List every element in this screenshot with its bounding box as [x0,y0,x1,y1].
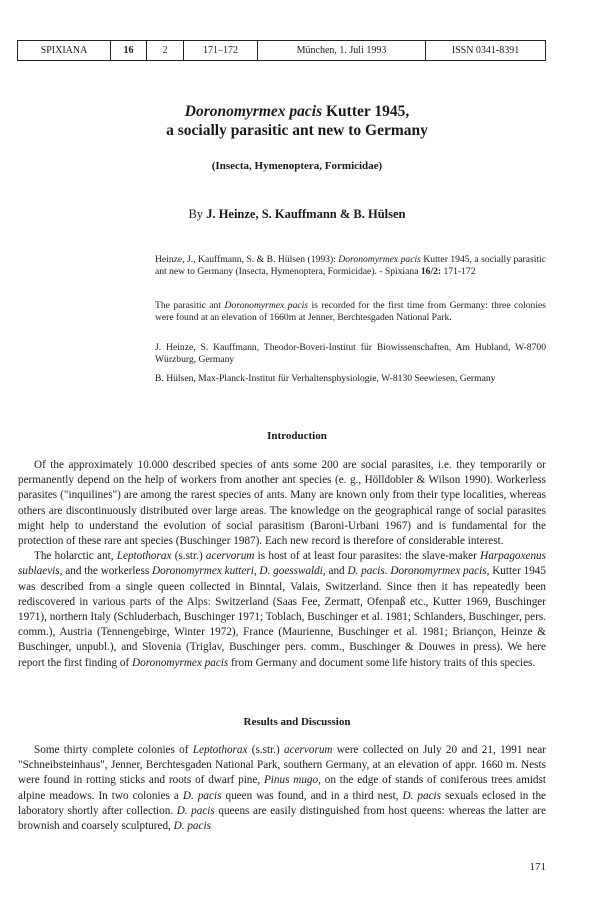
journal-header [17,40,546,61]
issn: ISSN 0341-8391 [451,45,520,56]
citation [155,254,546,279]
citation-text: Kutter 1945, a socially parasitic ant new to Germany (Insecta, Hymenoptera, Formicidae). - Spixiana [155,254,546,278]
place-date: München, 1. Juli 1993 [258,41,426,60]
species-name: D. pacis [176,804,215,817]
page-range: 171–172 [184,41,258,60]
author-address-2: B. Hülsen, Max-Planck-Institut für Verhaltensphysiologie, W-8130 Seewiesen, Germany [155,373,496,384]
title-line-1 [0,102,594,121]
citation-text: Heinze, J., Kauffmann, S. & B. Hülsen (1993): [155,254,339,265]
author-line [0,207,594,222]
summary-text: The parasitic ant [155,300,225,311]
text-run: , and the workerless [59,565,152,578]
text-run: (s.str.) [171,550,206,563]
species-name: Doronomyrmex kutteri, D. goesswaldi [152,565,323,578]
citation-volume: 16/2: [420,266,442,278]
summary [155,300,546,325]
introduction-heading: Introduction [267,430,327,442]
results-heading: Results and Discussion [243,716,351,728]
species-name: D. pacis [173,820,211,833]
summary-text: is recorded for the first time from Germany: three colonies were found at an elevation of 1660m at Jenner, Berchtesgaden National Park. [155,300,546,324]
title-species: Doronomyrmex pacis [184,103,323,120]
species-name: Harpagoxenus sublaevis [18,550,546,578]
author-address-1: J. Heinze, S. Kauffmann, Theodor-Boveri-Institut für Biowissenschaften, Am Hubland, W-8700 Würzburg, Germany [155,342,546,366]
species-name: Doronomyrmex pacis [132,656,229,669]
text-run: from Germany and document some life history traits of this species. [228,656,536,669]
species-name: Pinus mugo [263,774,319,787]
species-name: D. pacis [182,789,222,802]
journal-name: SPIXIANA [18,41,111,60]
issue-number: 2 [147,41,184,60]
author-by: By [188,207,207,221]
text-run: Some thirty complete colonies of [34,744,193,756]
paragraph [18,743,546,834]
text-run: The holarctic ant, [34,550,117,563]
results-body [18,743,546,834]
species-name: acervorum [284,744,333,756]
volume-number: 16 [111,41,147,60]
species-name: acervorum [205,550,255,563]
species-name: D. pacis [402,789,442,802]
author-names: J. Heinze, S. Kauffmann & B. Hülsen [206,207,406,221]
text-run: , on the edge of stands of coniferous trees amidst alpine meadows. In two colonies a [18,774,546,802]
species-name: Leptothorax [116,550,172,563]
text-run: queen was found, and in a third nest, [221,789,403,802]
title-line-1-rest: Kutter 1945, [322,103,410,120]
introduction-body [18,458,546,671]
text-run: (s.str.) [247,744,285,756]
text-run: queens are easily distinguished from host queens: whereas the latter are brownish and coarsely sculptured, [18,804,547,833]
text-run: is host of at least four parasites: the slave-maker [254,550,481,563]
species-name: D. pacis. Doronomyrmex pacis [347,565,487,578]
text-run: sexuals eclosed in the laboratory shortly after collection. [18,789,547,817]
citation-text: 171-172 [441,266,476,278]
page-number: 171 [529,861,546,873]
text-run: , and [322,565,348,578]
species-name: Leptothorax [192,744,248,756]
citation-species: Doronomyrmex pacis [338,254,421,265]
paragraph [18,549,546,671]
title-line-2: a socially parasitic ant new to Germany [166,122,428,139]
text-run: were collected on July 20 and 21, 1991 near "Schneibsteinhaus", Jenner, Berchtesgaden National Park, southern Germany, at an elevation of appr. 1660 m. Nests were found in rotting sticks and roots of dwarf pine, [18,744,546,787]
paragraph: Of the approximately 10.000 described species of ants some 200 are social parasites, i.e. they temporarily or permanently depend on the help of workers from another ant species (e. g., Hölldobler & Wilson 1990). Workerless parasites ("inquilines") are among the rarest species of ants. Many are known only from their type localities, whereas others are discontinuously distributed over large areas. The knowledge on the geographical range of social parasites might help to understand the evolution of social parasitism (Baroni-Urbani 1967) and is fundamental for the protection of these rare ant species (Buschinger 1987). Each new record is therefore of considerable interest. [18,459,546,548]
text-run: , Kutter 1945 was described from a single queen collected in Binntal, Valais, Switzerland. Since then it has repeatedly been rediscovered in various parts of the Alps: Switzerland (Saas Fee, Zermatt, Ofenpaß etc., Kutter 1969, Buschinger 1971), northern Italy (Schluderbach, Buschinger 1971; Toblach, Buschinger et al. 1981; Schlanders, Buschinger, pers. comm.), Austria (Tennengebirge, Winter 1972), France (Maurienne, Buschinger et al. 1981; Briançon, Heinze & Buschinger, unpubl.), and Slovenia (Triglav, Buschinger pers. comm., Buschinger & Douwes in press). We here report the first finding of [18,565,546,669]
subtitle: (Insecta, Hymenoptera, Formicidae) [211,160,383,172]
summary-species: Doronomyrmex pacis [224,300,309,311]
